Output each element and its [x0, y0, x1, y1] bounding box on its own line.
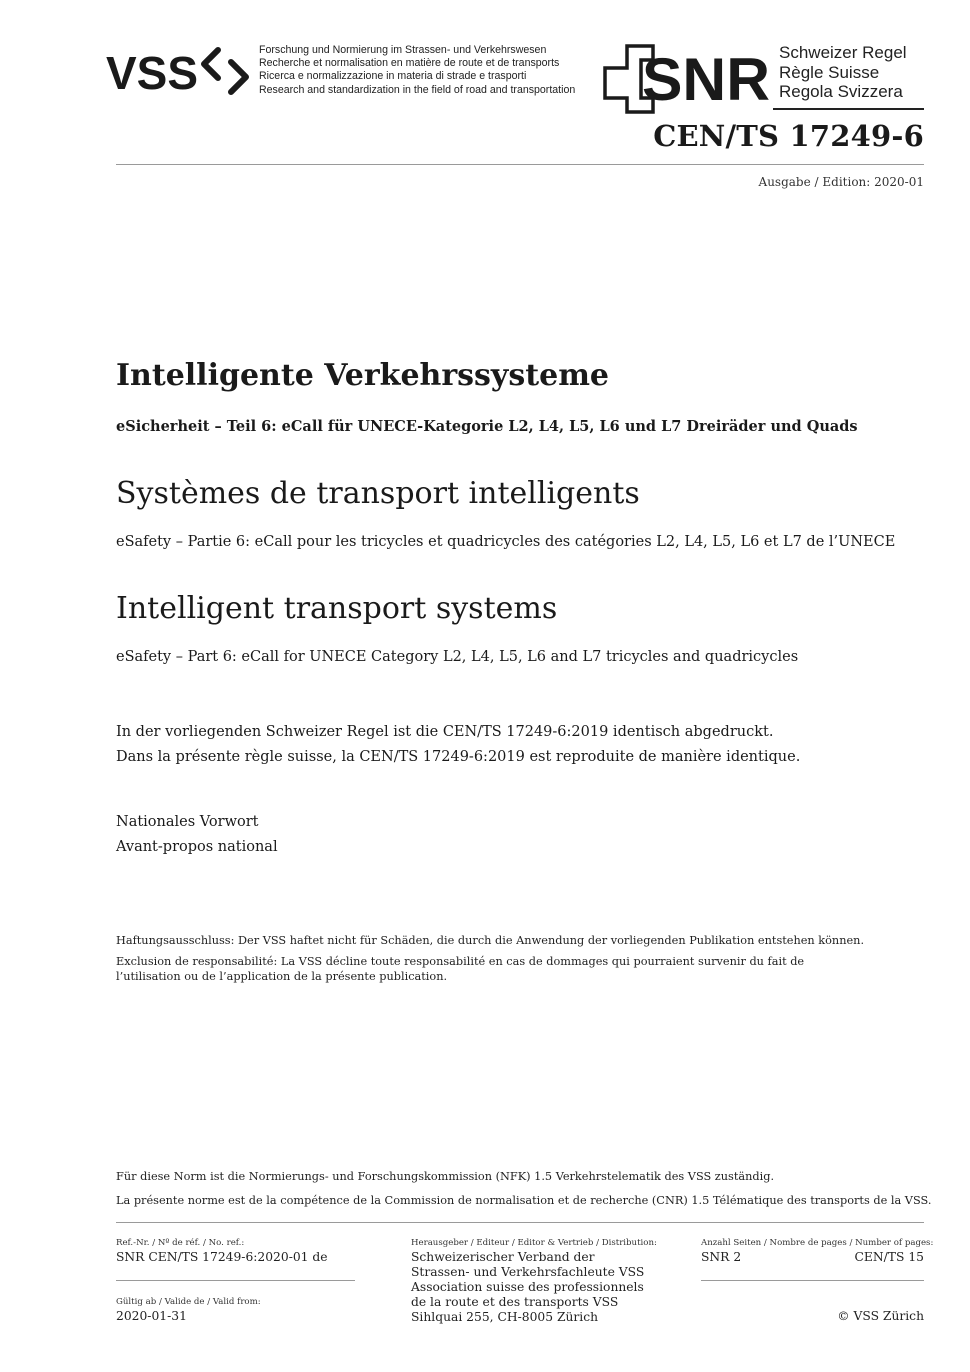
ref-label: Ref.-Nr. / Nº de réf. / No. ref.: [116, 1238, 245, 1248]
valid-label: Gültig ab / Valide de / Valid from: [116, 1297, 261, 1307]
ref-value: SNR CEN/TS 17249-6:2020-01 de [116, 1250, 328, 1264]
vss-logo-text: VSS [106, 47, 198, 96]
snr-logo [601, 44, 774, 114]
title-english: Intelligent transport systems [116, 591, 558, 626]
disclaimer-french: Exclusion de responsabilité: La VSS décline toute responsabilité en cas de dommages qui pourraient survenir du fait de l’utilisation ou de l’application de la présente publication. [116, 955, 805, 983]
title-french: Systèmes de transport intelligents [116, 476, 640, 511]
identical-note-german: In der vorliegenden Schweizer Regel ist die CEN/TS 17249-6:2019 identisch abgedruckt. [116, 724, 774, 740]
foreword-french: Avant-propos national [116, 839, 278, 855]
disclaimer-german: Haftungsausschluss: Der VSS haftet nicht für Schäden, die durch die Anwendung der vorliegenden Publikation entstehen können. [116, 934, 865, 947]
publisher-line: Sihlquai 255, CH-8005 Zürich [411, 1310, 599, 1324]
publisher-label: Herausgeber / Editeur / Editor & Vertrieb / Distribution: [411, 1238, 657, 1248]
snr-line-de: Schweizer Regel [779, 43, 907, 62]
snr-line-it: Regola Svizzera [779, 82, 903, 101]
header-divider [116, 164, 924, 165]
pages-snr: SNR 2 [701, 1250, 742, 1264]
subtitle-french: eSafety – Partie 6: eCall pour les tricycles et quadricycles des catégories L2, L4, L5, L6 et L7 de l’UNECE [116, 534, 896, 550]
pages-divider [701, 1280, 924, 1281]
snr-line-fr: Règle Suisse [779, 62, 880, 82]
edition-date: Ausgabe / Edition: 2020-01 [758, 175, 924, 189]
valid-value: 2020-01-31 [116, 1309, 187, 1323]
pages-label: Anzahl Seiten / Nombre de pages / Number of pages: [701, 1238, 934, 1248]
copyright: © VSS Zürich [837, 1309, 924, 1323]
snr-label [779, 43, 907, 102]
publisher-address [411, 1250, 644, 1325]
vss-tagline-fr: Recherche et normalisation en matière de route et de transports [259, 57, 560, 70]
foreword-german: Nationales Vorwort [116, 814, 259, 830]
vss-logo [106, 44, 256, 96]
vss-tagline-it: Ricerca e normalizzazione in materia di strade e trasporti [259, 70, 527, 83]
committee-french: La présente norme est de la compétence de la Commission de normalisation et de recherche (CNR) 1.5 Télématique des transports de la VSS. [116, 1194, 932, 1207]
vss-tagline-de: Forschung und Normierung im Strassen- und Verkehrswesen [259, 44, 547, 56]
subtitle-english: eSafety – Part 6: eCall for UNECE Category L2, L4, L5, L6 and L7 tricycles and quadricycles [116, 649, 799, 665]
identical-note-french: Dans la présente règle suisse, la CEN/TS 17249-6:2019 est reproduite de manière identique. [116, 749, 801, 765]
vss-tagline [259, 44, 575, 97]
ref-divider [116, 1280, 355, 1281]
publisher-line: Strassen- und Verkehrsfachleute VSS [411, 1265, 645, 1279]
committee-german: Für diese Norm ist die Normierungs- und Forschungskommission (NFK) 1.5 Verkehrstelematik des VSS zuständig. [116, 1170, 775, 1183]
snr-logo-text: SNR [642, 46, 770, 113]
pages-cen: CEN/TS 15 [854, 1250, 924, 1264]
publisher-line: Association suisse des professionnels [411, 1280, 644, 1294]
document-number: CEN/TS 17249-6 [653, 119, 924, 153]
footer-divider [116, 1222, 924, 1223]
title-german: Intelligente Verkehrssysteme [116, 358, 610, 393]
vss-tagline-en: Research and standardization in the field of road and transportation [259, 83, 576, 96]
publisher-line: Schweizerischer Verband der [411, 1250, 595, 1264]
snr-underline [773, 108, 924, 110]
publisher-line: de la route et des transports VSS [411, 1295, 619, 1309]
subtitle-german: eSicherheit – Teil 6: eCall für UNECE-Kategorie L2, L4, L5, L6 und L7 Dreiräder und Quads [116, 418, 858, 435]
